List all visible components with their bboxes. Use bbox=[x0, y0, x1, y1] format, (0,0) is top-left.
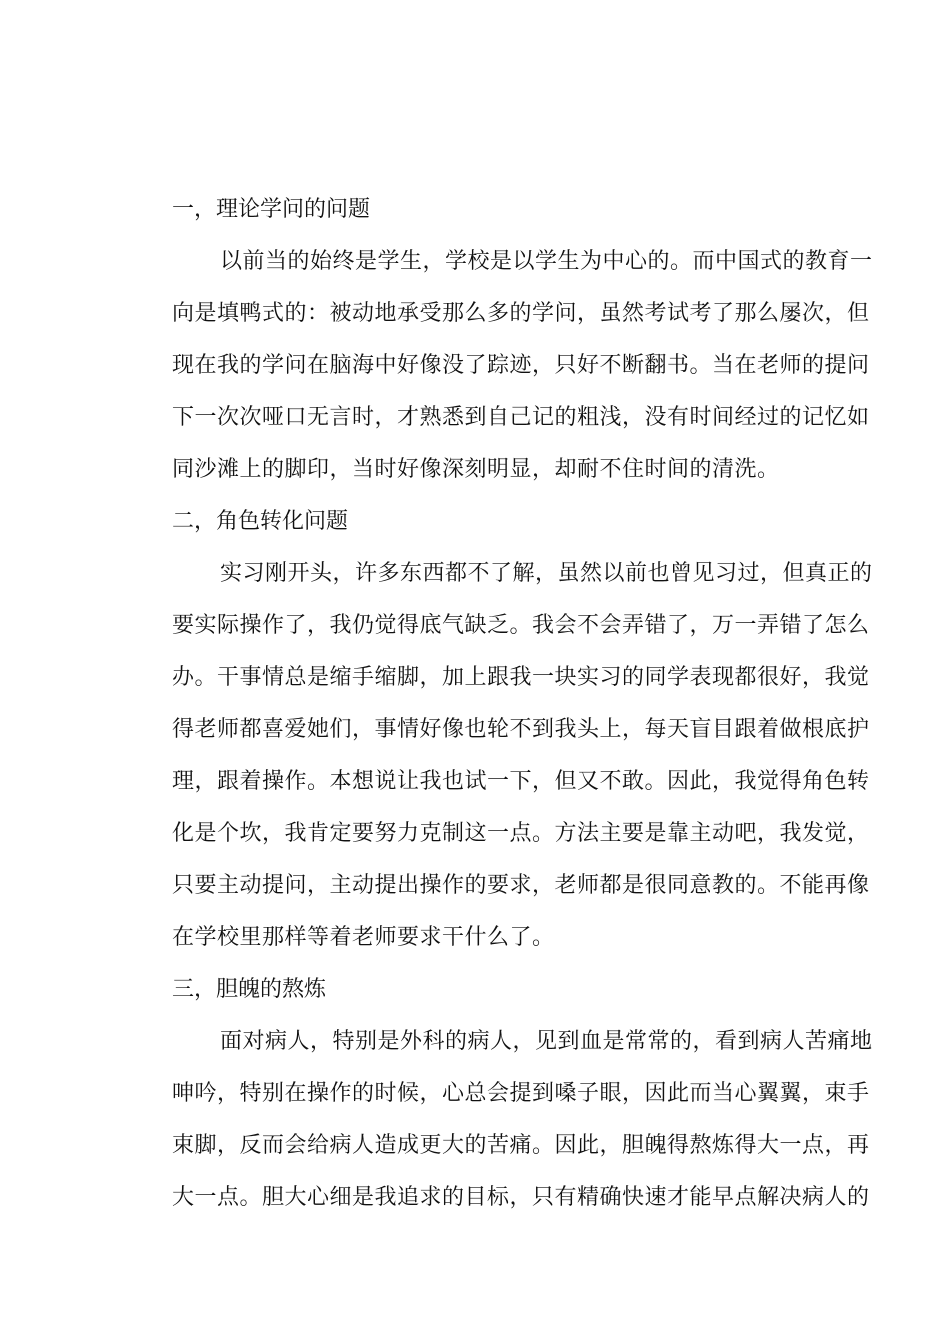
text-line: 要实际操作了，我仍觉得底气缺乏。我会不会弄错了，万一弄错了怎么 bbox=[172, 613, 870, 638]
text-line: 大一点。胆大心细是我追求的目标，只有精确快速才能早点解决病人的 bbox=[172, 1185, 870, 1210]
section-heading-2: 二，角色转化问题 bbox=[172, 509, 349, 534]
section-paragraph-3 bbox=[124, 1016, 873, 1224]
text-line: 只要主动提问，主动提出操作的要求，老师都是很同意教的。不能再像 bbox=[172, 873, 870, 898]
text-line: 在学校里那样等着老师要求干什么了。 bbox=[172, 925, 555, 950]
section-paragraph-2 bbox=[124, 548, 873, 964]
text-line: 以前当的始终是学生，学校是以学生为中心的。而中国式的教育一 bbox=[220, 249, 873, 274]
text-line: 呻吟，特别在操作的时候，心总会提到嗓子眼，因此而当心翼翼，束手 bbox=[172, 1081, 870, 1106]
text-line: 办。干事情总是缩手缩脚，加上跟我一块实习的同学表现都很好，我觉 bbox=[172, 665, 870, 690]
text-line: 现在我的学问在脑海中好像没了踪迹，只好不断翻书。当在老师的提问 bbox=[172, 353, 870, 378]
text-line: 同沙滩上的脚印，当时好像深刻明显，却耐不住时间的清洗。 bbox=[172, 457, 780, 482]
section-heading-3: 三，胆魄的熬炼 bbox=[172, 977, 327, 1002]
text-line: 实习刚开头，许多东西都不了解，虽然以前也曾见习过，但真正的 bbox=[220, 561, 873, 586]
text-line: 面对病人，特别是外科的病人，见到血是常常的，看到病人苦痛地 bbox=[220, 1029, 873, 1054]
text-line: 束脚，反而会给病人造成更大的苦痛。因此，胆魄得熬炼得大一点，再 bbox=[172, 1133, 870, 1158]
text-line: 得老师都喜爱她们，事情好像也轮不到我头上，每天盲目跟着做根底护 bbox=[172, 717, 870, 742]
text-line: 下一次次哑口无言时，才熟悉到自己记的粗浅，没有时间经过的记忆如 bbox=[172, 405, 870, 430]
text-line: 向是填鸭式的：被动地承受那么多的学问，虽然考试考了那么屡次，但 bbox=[172, 301, 870, 326]
section-paragraph-1 bbox=[124, 236, 873, 496]
section-heading-1: 一，理论学问的问题 bbox=[172, 197, 371, 222]
text-line: 理，跟着操作。本想说让我也试一下，但又不敢。因此，我觉得角色转 bbox=[172, 769, 870, 794]
text-line: 化是个坎，我肯定要努力克制这一点。方法主要是靠主动吧，我发觉， bbox=[172, 821, 870, 846]
